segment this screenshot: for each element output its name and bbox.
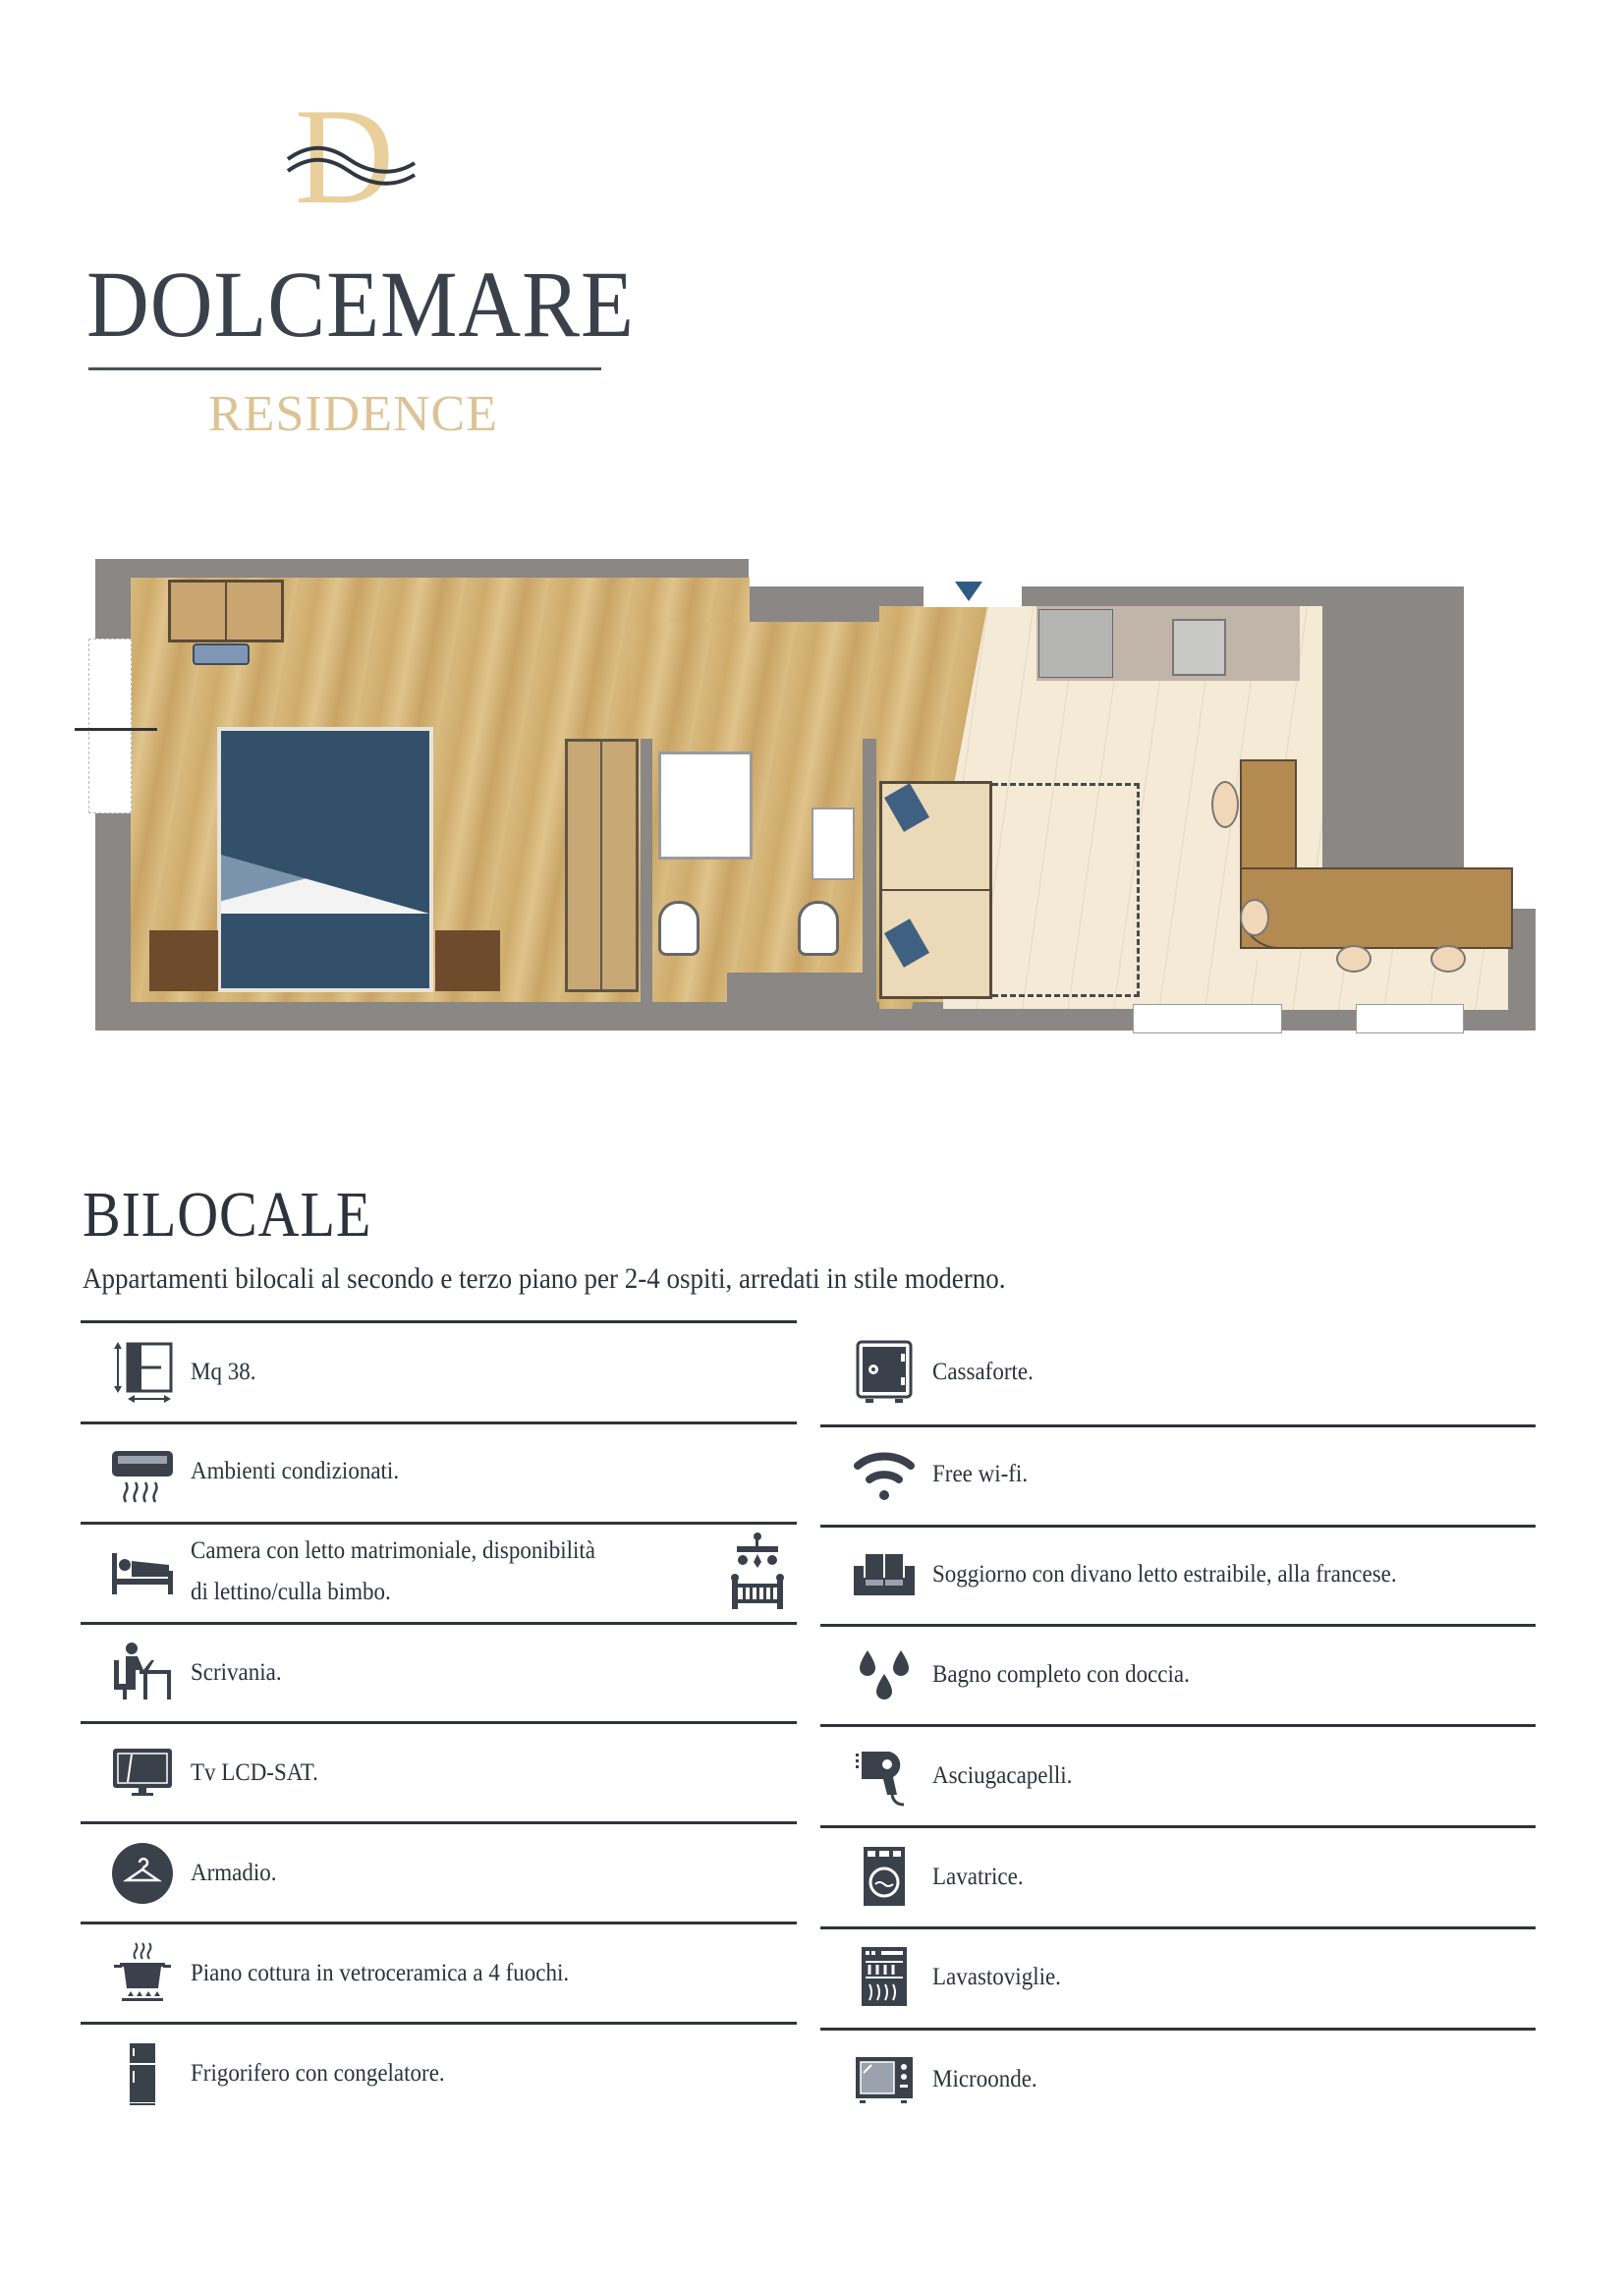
divider (820, 1525, 1536, 1528)
sink (812, 808, 855, 880)
divider (820, 1424, 1536, 1427)
hanger-icon (108, 1839, 177, 1908)
stool (1336, 945, 1372, 973)
amenity-label: Microonde. (932, 2066, 1037, 2092)
nightstand-right (435, 930, 500, 991)
sofa-extension (992, 783, 1140, 997)
amenity-label: Lavatrice. (932, 1864, 1024, 1890)
kitchen-top-wall (1022, 586, 1336, 606)
amenity-floor-area (108, 1338, 261, 1407)
window (1356, 1004, 1464, 1033)
window-line (75, 728, 157, 731)
amenity-label: Armadio. (191, 1860, 277, 1886)
amenity-air-conditioning (108, 1437, 418, 1506)
amenity-label: Frigorifero con congelatore. (191, 2060, 445, 2087)
floor-plan (0, 0, 1624, 1081)
divider (81, 1522, 797, 1525)
amenity-label: Free wi-fi. (932, 1461, 1029, 1487)
amenity-tv (108, 1739, 329, 1808)
divider (820, 1825, 1536, 1828)
bath-wall (641, 739, 652, 1002)
floor-area-icon (108, 1338, 177, 1407)
stool (1430, 945, 1466, 973)
divider (81, 1821, 797, 1824)
amenity-bedroom (108, 1531, 631, 1613)
safe-icon (850, 1338, 919, 1407)
divider (81, 1421, 797, 1424)
bar-counter-arm (1240, 867, 1513, 949)
double-bed (217, 727, 433, 992)
kitchen-floor-ext (1258, 943, 1508, 1010)
bath-wall (863, 739, 876, 1002)
bidet (798, 901, 839, 956)
kitchen-sink (1172, 619, 1226, 676)
brand-name: DOLCEMARE (86, 251, 635, 357)
stool (1211, 781, 1239, 828)
amenity-label-line2: di lettino/culla bimbo. (191, 1579, 391, 1605)
water-drops-icon (850, 1641, 919, 1709)
divider (820, 2028, 1536, 2031)
amenity-label: Bagno completo con doccia. (932, 1661, 1190, 1688)
washing-machine-icon (850, 1843, 919, 1912)
shower (658, 752, 753, 860)
cooktop (1038, 609, 1113, 678)
bed-icon (108, 1537, 177, 1606)
hair-dryer-icon (850, 1742, 919, 1811)
fridge-icon (108, 2039, 177, 2108)
wardrobe-rail (600, 742, 602, 989)
amenity-desk (108, 1639, 290, 1707)
amenity-label: Scrivania. (191, 1659, 282, 1686)
amenity-fridge (108, 2039, 467, 2108)
divider (81, 1721, 797, 1724)
divider (81, 1622, 797, 1625)
amenity-label: Mq 38. (191, 1359, 256, 1385)
amenity-sofa-bed (850, 1540, 1437, 1609)
window (88, 639, 132, 813)
amenity-label-line1: Camera con letto matrimoniale, disponibilità (191, 1537, 595, 1564)
amenity-bathroom (850, 1641, 1212, 1709)
amenity-wardrobe (108, 1839, 284, 1908)
divider (81, 1922, 797, 1924)
cooktop-icon (108, 1939, 177, 2008)
wifi-icon (850, 1440, 919, 1509)
crib-icon (729, 1533, 786, 1611)
entrance-arrow-icon (953, 580, 984, 603)
amenity-microwave (850, 2045, 1046, 2114)
amenity-washing-machine (850, 1843, 1032, 1912)
amenity-label: Cassaforte. (932, 1359, 1034, 1385)
toilet (658, 901, 700, 956)
tv-icon (108, 1739, 177, 1808)
amenity-safe (850, 1338, 1042, 1407)
desk-chair (193, 643, 250, 665)
air-conditioner-icon (108, 1437, 177, 1506)
amenity-label: Piano cottura in vetroceramica a 4 fuochi. (191, 1960, 570, 1986)
brand-subtitle: RESIDENCE (208, 386, 498, 442)
amenity-label: Lavastoviglie. (932, 1964, 1061, 1990)
sofa-seam (881, 889, 989, 891)
amenity-wifi (850, 1440, 1036, 1509)
stool (1240, 899, 1269, 936)
window (1133, 1004, 1282, 1033)
amenity-hair-dryer (850, 1742, 1085, 1811)
desk-divider (225, 582, 227, 641)
bath-wall (727, 973, 865, 1002)
logo-monogram: D (295, 81, 395, 233)
nightstand-left (149, 930, 218, 991)
amenity-cooktop (108, 1939, 602, 2008)
amenity-label: Soggiorno con divano letto estraibile, alla francese. (932, 1561, 1397, 1588)
dishwasher-icon (850, 1943, 919, 2012)
apartment-description: Appartamenti bilocali al secondo e terzo piano per 2-4 ospiti, arredati in stile moderno. (83, 1262, 1006, 1295)
divider (820, 1926, 1536, 1929)
amenity-label: Asciugacapelli. (932, 1762, 1073, 1789)
amenity-label: Tv LCD-SAT. (191, 1759, 318, 1786)
divider (820, 1724, 1536, 1727)
amenity-label: Ambienti condizionati. (191, 1458, 400, 1484)
page-title: BILOCALE (83, 1179, 372, 1251)
amenity-dishwasher (850, 1943, 1072, 2012)
divider (820, 1624, 1536, 1627)
microwave-icon (850, 2045, 919, 2114)
divider (81, 2022, 797, 2025)
divider (81, 1320, 797, 1323)
desk-icon (108, 1639, 177, 1707)
sofa-icon (850, 1540, 919, 1609)
amenity-label (191, 1531, 595, 1613)
